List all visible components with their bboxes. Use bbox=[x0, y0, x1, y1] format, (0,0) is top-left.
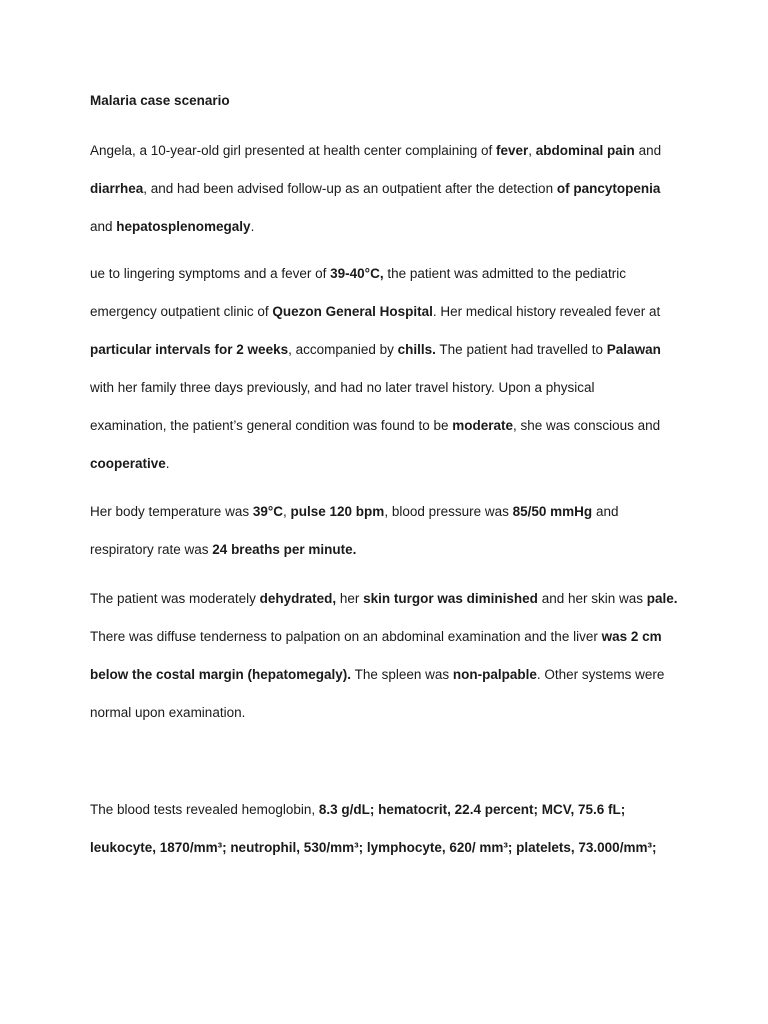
bold-text: moderate bbox=[452, 418, 514, 433]
bold-text: abdominal pain bbox=[535, 143, 635, 158]
text-line bbox=[90, 142, 661, 160]
text-segment: , bbox=[283, 504, 291, 519]
bold-text: leukocyte, 1870/mm³; neutrophil, 530/mm³; lymphocyte, 620/ mm³; platelets, 73.000/mm³; bbox=[90, 840, 657, 855]
text-segment: respiratory rate was bbox=[90, 542, 213, 557]
text-segment: There was diffuse tenderness to palpation on an abdominal examination and the liver bbox=[90, 629, 602, 644]
document-title: Malaria case scenario bbox=[90, 93, 230, 108]
text-line bbox=[90, 590, 678, 608]
text-segment: the patient was admitted to the pediatric bbox=[383, 266, 626, 281]
bold-text: Palawan bbox=[606, 342, 661, 357]
bold-text: 39-40°C, bbox=[330, 266, 384, 281]
bold-text: hepatosplenomegaly bbox=[116, 219, 251, 234]
bold-text: 85/50 mmHg bbox=[512, 504, 593, 519]
text-segment: , blood pressure was bbox=[384, 504, 513, 519]
text-segment: ue to lingering symptoms and a fever of bbox=[90, 266, 331, 281]
text-line bbox=[90, 417, 660, 435]
text-segment: . bbox=[165, 456, 170, 471]
text-segment: The patient had travelled to bbox=[435, 342, 607, 357]
bold-text: particular intervals for 2 weeks bbox=[90, 342, 289, 357]
text-segment: , she was conscious and bbox=[513, 418, 661, 433]
text-segment: , accompanied by bbox=[288, 342, 398, 357]
text-segment: and bbox=[634, 143, 662, 158]
text-line bbox=[90, 801, 625, 819]
text-segment: with her family three days previously, and had no later travel history. Upon a physical bbox=[90, 380, 595, 395]
bold-text: skin turgor was diminished bbox=[363, 591, 538, 606]
text-segment: and her skin was bbox=[537, 591, 647, 606]
text-segment: and bbox=[592, 504, 619, 519]
bold-text: of pancytopenia bbox=[556, 181, 661, 196]
text-segment: normal upon examination. bbox=[90, 705, 246, 720]
text-line bbox=[90, 303, 660, 321]
text-segment: . Her medical history revealed fever at bbox=[432, 304, 661, 319]
text-segment: Her body temperature was bbox=[90, 504, 253, 519]
text-line bbox=[90, 541, 356, 559]
text-segment: . bbox=[250, 219, 255, 234]
text-line bbox=[90, 704, 245, 722]
bold-text: chills. bbox=[397, 342, 436, 357]
bold-text: pulse 120 bpm bbox=[290, 504, 385, 519]
text-segment: her bbox=[336, 591, 364, 606]
text-line bbox=[90, 180, 660, 198]
text-line bbox=[90, 666, 664, 684]
bold-text: cooperative bbox=[90, 456, 166, 471]
text-line bbox=[90, 265, 626, 283]
text-segment: examination, the patient’s general condition was found to be bbox=[90, 418, 453, 433]
bold-text: was 2 cm bbox=[601, 629, 662, 644]
text-segment: emergency outpatient clinic of bbox=[90, 304, 273, 319]
text-segment: The blood tests revealed hemoglobin, bbox=[90, 802, 319, 817]
bold-text: pale. bbox=[646, 591, 678, 606]
text-segment: , and had been advised follow-up as an outpatient after the detection bbox=[143, 181, 557, 196]
bold-text: dehydrated, bbox=[259, 591, 337, 606]
text-line bbox=[90, 341, 661, 359]
bold-text: diarrhea bbox=[90, 181, 144, 196]
text-segment: The spleen was bbox=[351, 667, 453, 682]
text-line bbox=[90, 503, 618, 521]
text-segment: , bbox=[528, 143, 536, 158]
bold-text: fever bbox=[496, 143, 529, 158]
text-segment: . Other systems were bbox=[536, 667, 665, 682]
text-line bbox=[90, 455, 170, 473]
bold-text: 8.3 g/dL; hematocrit, 22.4 percent; MCV, 75.6 fL; bbox=[318, 802, 626, 817]
text-segment: Angela, a 10-year-old girl presented at health center complaining of bbox=[90, 143, 496, 158]
text-line bbox=[90, 218, 254, 236]
bold-text: Quezon General Hospital bbox=[272, 304, 433, 319]
bold-text: non-palpable bbox=[452, 667, 537, 682]
bold-text: 39°C bbox=[252, 504, 283, 519]
bold-text: 24 breaths per minute. bbox=[212, 542, 357, 557]
text-segment: The patient was moderately bbox=[90, 591, 260, 606]
text-line bbox=[90, 839, 656, 857]
text-line bbox=[90, 628, 662, 646]
text-segment: and bbox=[90, 219, 117, 234]
bold-text: below the costal margin (hepatomegaly). bbox=[90, 667, 352, 682]
text-line bbox=[90, 379, 595, 397]
